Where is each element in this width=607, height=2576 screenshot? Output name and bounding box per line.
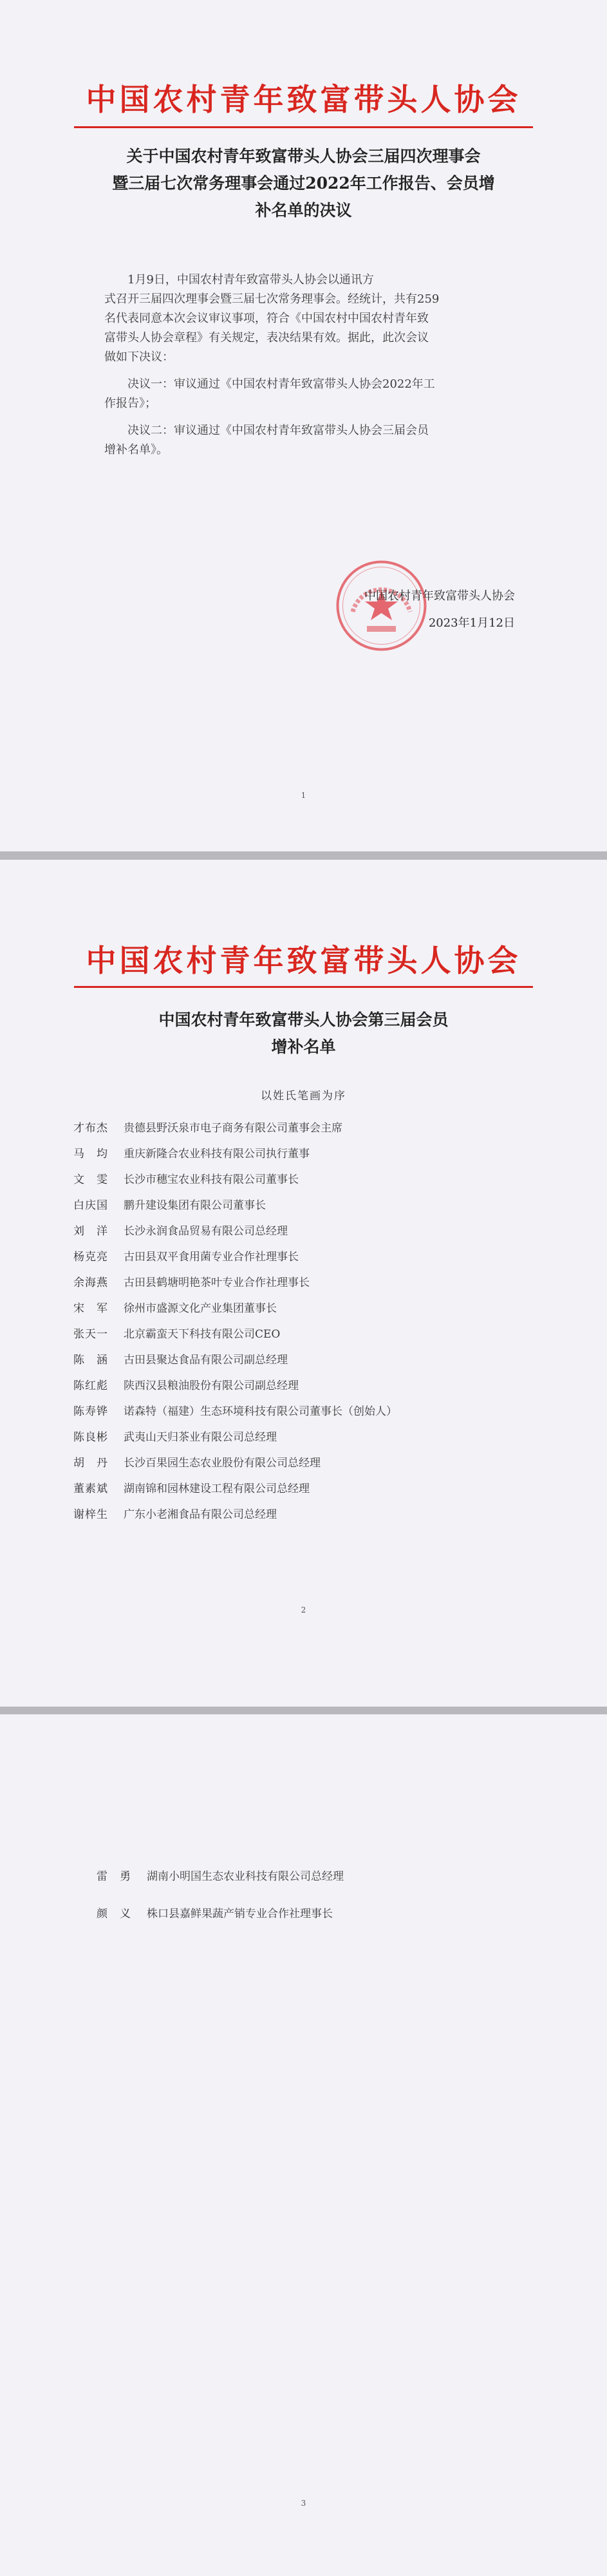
body-line: 做如下决议：: [104, 350, 174, 364]
letterhead-rule: [74, 126, 533, 128]
member-company: 鹏升建设集团有限公司董事长: [124, 1198, 266, 1212]
member-name: 杨克亮: [73, 1250, 108, 1264]
title-line: 暨三届七次常务理事会通过2022年工作报告、会员增: [112, 174, 495, 193]
title-line: 增补名单: [271, 1037, 336, 1056]
member-list: [97, 1856, 586, 1931]
letterhead-org-name: 中国农村青年致富带头人协会: [86, 943, 521, 979]
signature-org: 中国农村青年致富带头人协会: [364, 589, 515, 603]
member-company: 长沙百果园生态农业股份有限公司总经理: [124, 1456, 321, 1470]
sort-order-note: 以姓氏笔画为序: [261, 1090, 346, 1103]
member-company: 陕西汉县粮油股份有限公司副总经理: [124, 1379, 299, 1392]
member-row: [73, 1268, 563, 1294]
member-company: 古田县鹤塘明艳茶叶专业合作社理事长: [124, 1276, 310, 1289]
member-row: [73, 1448, 563, 1474]
member-row: [73, 1397, 563, 1423]
member-name: 陈 涵: [73, 1353, 108, 1367]
letterhead-org-name: 中国农村青年致富带头人协会: [86, 82, 521, 118]
member-company: 广东小老湘食品有限公司总经理: [124, 1508, 277, 1521]
member-row: [73, 1423, 563, 1448]
member-name: 颜 义: [97, 1907, 131, 1920]
signature-date: 2023年1月12日: [428, 616, 515, 630]
resolution-title: [0, 143, 607, 224]
title-line: 关于中国农村青年致富带头人协会三届四次理事会: [126, 147, 481, 166]
page-number: 2: [301, 1605, 306, 1615]
member-name: 陈红彪: [73, 1379, 108, 1392]
member-name: 雷 勇: [97, 1870, 131, 1883]
member-row: [73, 1294, 563, 1320]
page-number: 1: [301, 791, 306, 800]
member-list: [73, 1113, 563, 1526]
member-company: 株口县嘉鲜果蔬产销专业合作社理事长: [147, 1907, 333, 1920]
member-name: 刘 洋: [73, 1224, 108, 1238]
title-line: 补名单的决议: [255, 201, 352, 220]
member-company: 长沙市穗宝农业科技有限公司董事长: [124, 1173, 299, 1186]
page-number: 3: [301, 2499, 306, 2508]
member-row: [73, 1191, 563, 1217]
resolution-2-line: 决议二：审议通过《中国农村青年致富带头人协会三届会员: [127, 424, 429, 437]
member-name: 张天一: [73, 1327, 108, 1341]
member-company: 长沙永润食品贸易有限公司总经理: [124, 1224, 288, 1238]
member-company: 武夷山天归茶业有限公司总经理: [124, 1430, 277, 1444]
document-page-3: [0, 1714, 607, 2576]
member-row: [73, 1474, 563, 1500]
member-row: [73, 1345, 563, 1371]
member-company: 北京霸蛮天下科技有限公司CEO: [124, 1327, 281, 1341]
title-line: 中国农村青年致富带头人协会第三届会员: [158, 1010, 449, 1029]
member-row: [73, 1500, 563, 1526]
member-company: 湖南小明国生态农业科技有限公司总经理: [147, 1870, 344, 1883]
member-row: [73, 1113, 563, 1139]
member-company: 重庆新隆合农业科技有限公司执行董事: [124, 1147, 310, 1160]
body-line: 1月9日，中国农村青年致富带头人协会以通讯方: [127, 273, 374, 287]
list-title: [0, 1007, 607, 1061]
member-row: [73, 1165, 563, 1191]
member-name: 才布杰: [73, 1121, 108, 1135]
member-company: 诺森特（福建）生态环境科技有限公司董事长（创始人）: [124, 1405, 397, 1418]
resolution-1-line: 作报告》；: [104, 397, 156, 410]
signature-block: [290, 583, 515, 637]
document-page-2: [0, 860, 607, 1707]
body-line: 富带头人协会章程》有关规定，表决结果有效。据此，此次会议: [104, 331, 429, 345]
body-line: 名代表同意本次会议审议事项，符合《中国农村中国农村青年致: [104, 312, 429, 325]
member-row: [97, 1856, 586, 1893]
member-row: [73, 1242, 563, 1268]
document-page-1: [0, 0, 607, 851]
resolution-1-line: 决议一：审议通过《中国农村青年致富带头人协会2022年工: [127, 377, 435, 391]
body-line: 式召开三届四次理事会暨三届七次常务理事会。经统计，共有259: [104, 292, 440, 306]
member-name: 宋 军: [73, 1302, 108, 1315]
member-name: 马 均: [73, 1147, 108, 1160]
member-row: [73, 1139, 563, 1165]
member-company: 古田县双平食用菌专业合作社理事长: [124, 1250, 299, 1264]
member-name: 陈寿铧: [73, 1405, 108, 1418]
member-row: [73, 1217, 563, 1242]
resolution-body: [104, 270, 516, 460]
member-row: [73, 1320, 563, 1345]
member-name: 谢梓生: [73, 1508, 108, 1521]
resolution-2-line: 增补名单》。: [104, 443, 168, 457]
letterhead-rule: [74, 986, 533, 988]
member-company: 湖南锦和园林建设工程有限公司总经理: [124, 1482, 310, 1495]
member-name: 文 雯: [73, 1173, 108, 1186]
member-company: 徐州市盛源文化产业集团董事长: [124, 1302, 277, 1315]
member-row: [73, 1371, 563, 1397]
member-name: 陈良彬: [73, 1430, 108, 1444]
member-row: [97, 1893, 586, 1931]
member-name: 白庆国: [73, 1198, 108, 1212]
member-name: 余海燕: [73, 1276, 108, 1289]
member-name: 董素斌: [73, 1482, 108, 1495]
member-company: 贵德县野沃泉市电子商务有限公司董事会主席: [124, 1121, 342, 1135]
member-name: 胡 丹: [73, 1456, 108, 1470]
member-company: 古田县聚达食品有限公司副总经理: [124, 1353, 288, 1367]
